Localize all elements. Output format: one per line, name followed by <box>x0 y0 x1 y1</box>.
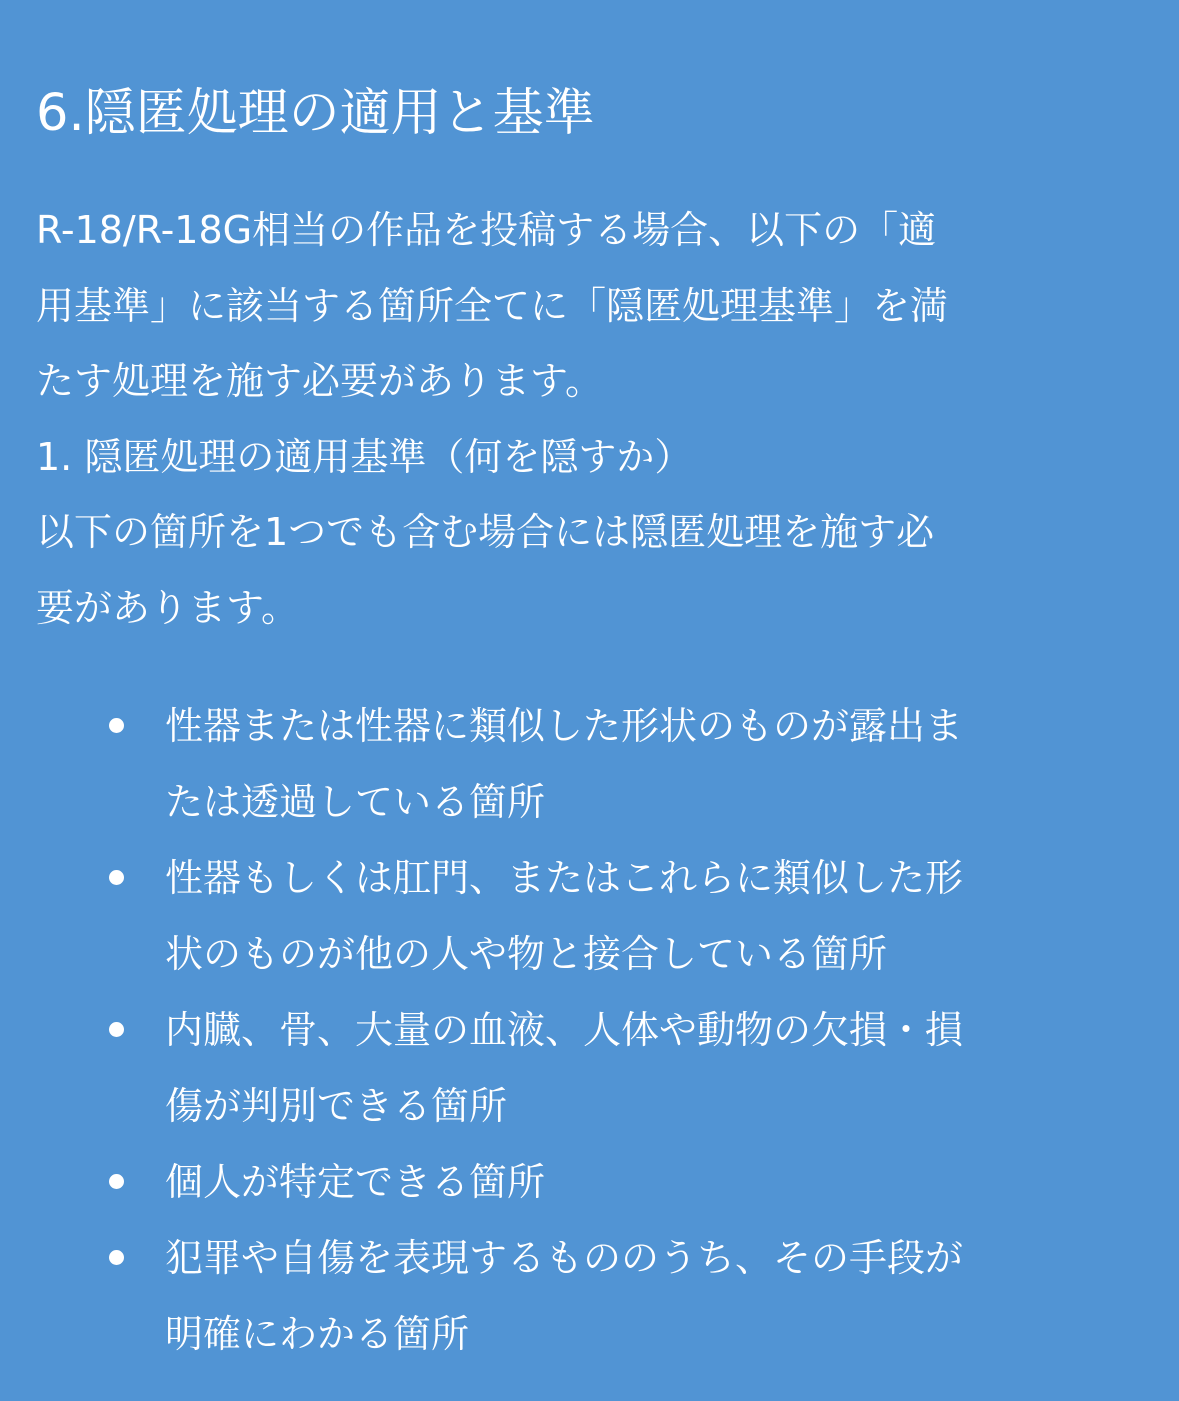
bullet-icon <box>109 1174 124 1189</box>
intro-line: 用基準」に該当する箇所全てに「隠匿処理基準」を満 <box>36 283 949 328</box>
list-item <box>0 840 1145 992</box>
bullet-icon <box>109 718 124 733</box>
list-item-text: 内臓、骨、大量の血液、人体や動物の欠損・損 <box>165 1008 964 1052</box>
list-item <box>0 688 1145 840</box>
intro-line: R-18/R-18G相当の作品を投稿する場合、以下の「適 <box>36 208 937 252</box>
list-item-text: たは透過している箇所 <box>165 780 546 824</box>
list-item <box>0 992 1145 1144</box>
list-item <box>0 1144 1145 1220</box>
list-item-text: 傷が判別できる箇所 <box>165 1084 508 1128</box>
list-item-text: 犯罪や自傷を表現するもののうち、その手段が <box>165 1236 964 1280</box>
criteria-list <box>0 688 1179 1372</box>
intro-paragraph <box>36 193 1146 646</box>
list-item-text: 状のものが他の人や物と接合している箇所 <box>165 932 888 976</box>
list-item-text: 個人が特定できる箇所 <box>165 1160 546 1204</box>
intro-line: 要があります。 <box>36 585 299 630</box>
intro-line: たす処理を施す必要があります。 <box>36 359 603 403</box>
section-title: 6.隠匿処理の適用と基準 <box>36 84 595 143</box>
criteria-heading: 1. 隠匿処理の適用基準（何を隠すか） <box>36 434 693 479</box>
list-item <box>0 1220 1145 1372</box>
bullet-icon <box>109 1250 124 1265</box>
intro-line: 以下の箇所を1つでも含む場合には隠匿処理を施す必 <box>36 510 935 554</box>
bullet-icon <box>109 1022 124 1037</box>
list-item-text: 性器もしくは肛門、またはこれらに類似した形 <box>165 856 964 900</box>
bullet-icon <box>109 870 124 885</box>
list-item-text: 性器または性器に類似した形状のものが露出ま <box>165 704 964 748</box>
list-item-text: 明確にわかる箇所 <box>165 1312 470 1356</box>
